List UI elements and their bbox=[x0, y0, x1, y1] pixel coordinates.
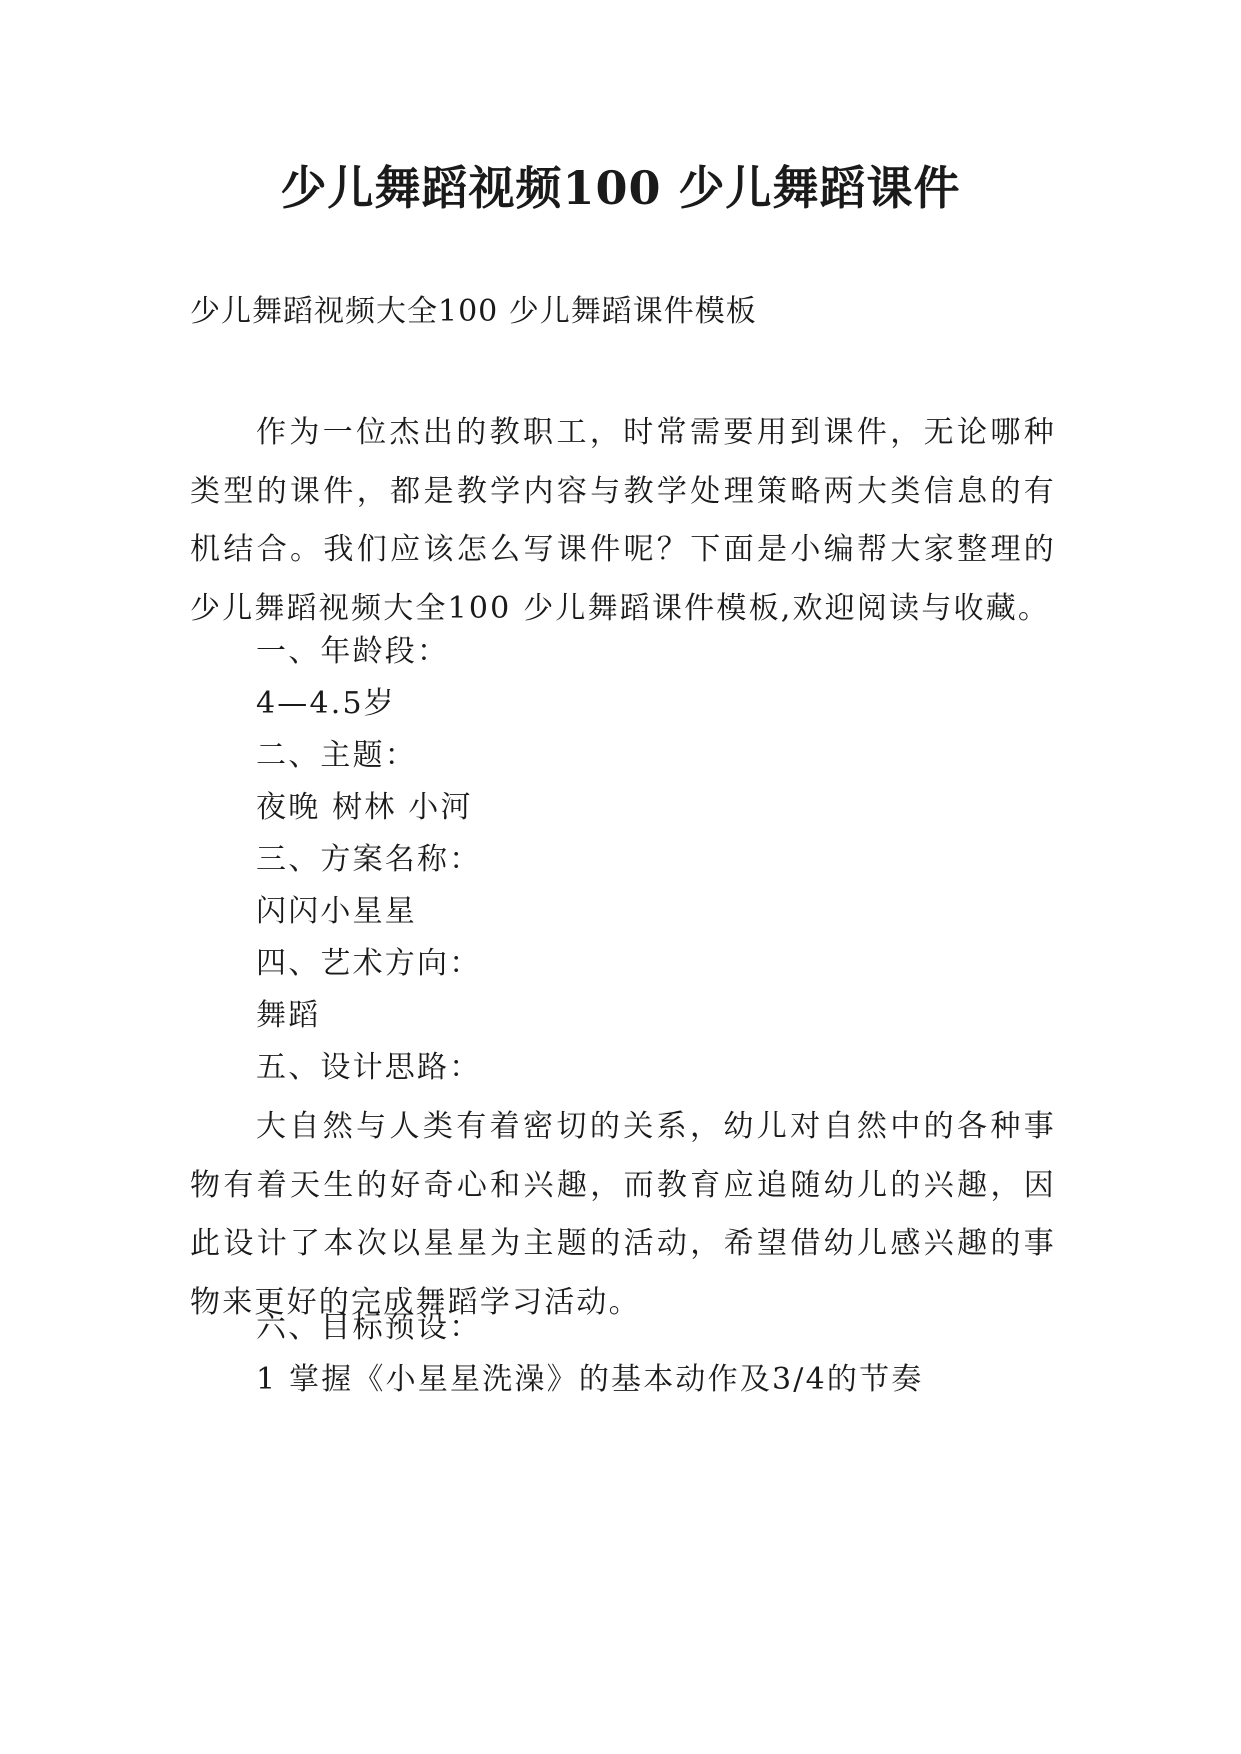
theme-value: 夜晚 树林 小河 bbox=[256, 790, 473, 825]
intro-paragraph: 作为一位杰出的教职工，时常需要用到课件，无论哪种类型的课件，都是教学内容与教学处理策略两大类信息的有机结合。我们应该怎么写课件呢？下面是小编帮大家整理的少儿舞蹈视频大全100 少儿舞蹈课件模板,欢迎阅读与收藏。 bbox=[190, 415, 1056, 626]
goal-heading: 六、目标预设： bbox=[256, 1310, 482, 1345]
design-heading: 五、设计思路： bbox=[256, 1050, 482, 1085]
plan-heading: 三、方案名称： bbox=[256, 842, 482, 877]
plan-value: 闪闪小星星 bbox=[256, 894, 417, 929]
document-subtitle: 少儿舞蹈视频大全100 少儿舞蹈课件模板 bbox=[190, 294, 757, 329]
art-value: 舞蹈 bbox=[256, 998, 321, 1033]
document-title: 少儿舞蹈视频100 少儿舞蹈课件 bbox=[280, 161, 961, 215]
goal-item-1: 1 掌握《小星星洗澡》的基本动作及3/4的节奏 bbox=[256, 1362, 924, 1397]
art-heading: 四、艺术方向： bbox=[256, 946, 482, 981]
theme-heading: 二、主题： bbox=[256, 738, 417, 773]
design-paragraph: 大自然与人类有着密切的关系，幼儿对自然中的各种事物有着天生的好奇心和兴趣，而教育应追随幼儿的兴趣，因此设计了本次以星星为主题的活动，希望借幼儿感兴趣的事物来更好的完成舞蹈学习活动。 bbox=[190, 1109, 1056, 1320]
age-heading: 一、年龄段： bbox=[256, 634, 450, 669]
age-value: 4—4.5岁 bbox=[256, 686, 396, 721]
